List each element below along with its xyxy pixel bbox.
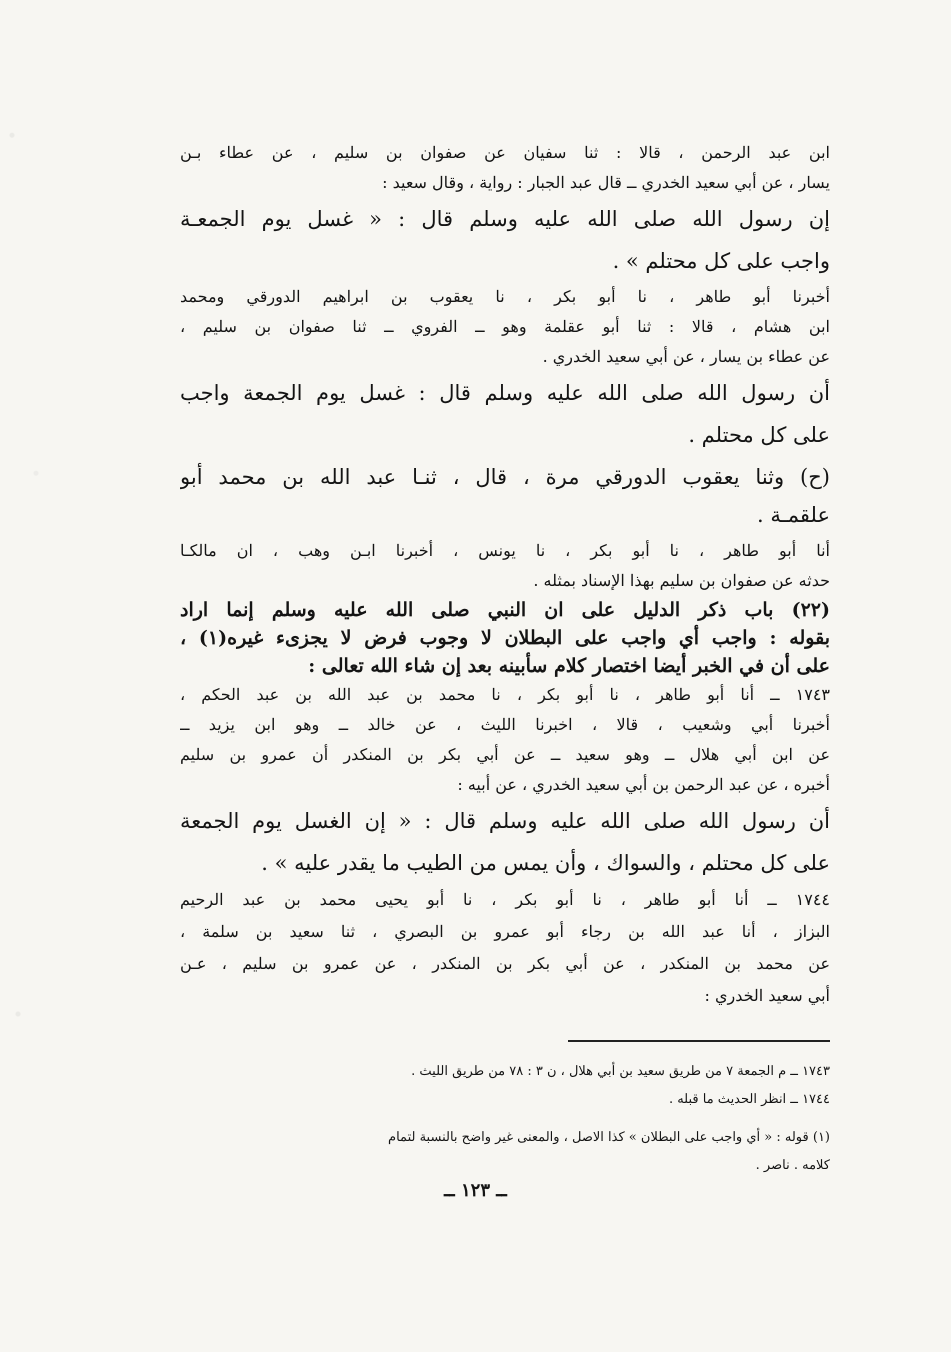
footnotes <box>200 1058 830 1180</box>
text-line: (٢٢) باب ذكر الدليل على ان النبي صلى الله عليه وسلم إنما اراد <box>180 599 830 621</box>
text-line: على كل محتلم ، والسواك ، وأن يمس من الطيب ما يقدر عليه » . <box>261 851 830 875</box>
hadith-1744-isnad <box>180 884 830 1012</box>
text-line: أنا أبو طاهر ، نا أبو بكر ، نا يونس ، أخبرنا ابـن وهب ، ان مالكـا <box>180 541 830 560</box>
text-line: أن رسول الله صلى الله عليه وسلم قال : « إن الغسل يوم الجمعة <box>180 809 830 833</box>
hadith-matn-1 <box>180 198 830 282</box>
text-line: حدثه عن صفوان بن سليم بهذا الإسناد بمثله . <box>533 571 830 590</box>
chapter-heading <box>180 596 830 680</box>
footnote-takhrij-1743: ١٧٤٣ ــ م الجمعة ٧ من طريق سعيد بن أبي هلال ، ن ٣ : ٧٨ من طريق الليث . <box>411 1064 830 1079</box>
isnad-paragraph-3 <box>180 536 830 596</box>
text-line: أن رسول الله صلى الله عليه وسلم قال : غسل يوم الجمعة واجب <box>180 381 830 405</box>
page-number: ــ ١٢٣ ــ <box>444 1180 507 1201</box>
text-line: أخبرنا أبي وشعيب ، قالا ، اخبرنا الليث ، عن خالد ــ وهو ابن يزيد ــ <box>180 715 830 734</box>
hadith-1743-matn <box>180 800 830 884</box>
isnad-paragraph-2 <box>180 282 830 372</box>
text-line: علقمـة . <box>756 503 830 527</box>
text-line: (ح) وثنا يعقوب الدورقي مرة ، قال ، ثنـا عبد الله بن محمد أبو <box>180 465 830 489</box>
footnote-note-1-cont: كلامه . ناصر . <box>755 1158 830 1173</box>
main-text <box>180 138 830 1012</box>
text-line: عن عطاء بن يسار ، عن أبي سعيد الخدري . <box>542 347 830 366</box>
text-line: إن رسول الله صلى الله عليه وسلم قال : « غسل يوم الجمعـة <box>180 207 830 231</box>
text-line: ابن عبد الرحمن ، قالا : ثنا سفيان عن صفوان بن سليم ، عن عطاء بـن <box>180 143 830 162</box>
hadith-matn-2 <box>180 372 830 456</box>
text-line: على أن في الخبر أيضا اختصار كلام سأبينه بعد إن شاء الله تعالى : <box>308 655 830 677</box>
scan-speckle-margin <box>0 0 60 1352</box>
hadith-chain-ha <box>180 456 830 532</box>
text-line: عن محمد بن المنكدر ، عن أبي بكر بن المنكدر ، عن عمرو بن سليم ، عـن <box>180 954 830 973</box>
footnote-divider <box>568 1040 830 1042</box>
text-line: بقوله : واجب أي واجب على البطلان لا وجوب فرض لا يجزىء غيره(١) ، <box>180 627 830 649</box>
footnote-takhrij-1744: ١٧٤٤ ــ انظر الحديث ما قبله . <box>668 1092 830 1107</box>
text-line: يسار ، عن أبي سعيد الخدري ــ قال عبد الجبار : رواية ، وقال سعيد : <box>382 173 830 192</box>
hadith-1743-isnad <box>180 680 830 800</box>
text-line: ابن هشام ، قالا : ثنا أبو عقلمة وهو ــ الفروي ــ ثنا صفوان بن سليم ، <box>180 317 830 336</box>
text-line: عن ابن أبي هلال ــ وهو سعيد ــ عن أبي بكر بن المنكدر أن عمرو بن سليم <box>180 745 830 764</box>
text-line: البزاز ، أنا عبد الله بن رجاء أبو عمرو بن البصري ، ثنا سعيد بن سلمة ، <box>180 922 830 941</box>
text-line: على كل محتلم . <box>688 423 830 447</box>
footnote-note-1: (١) قوله : « أي واجب على البطلان » كذا الاصل ، والمعنى غير واضح بالنسبة لتمام <box>388 1130 830 1145</box>
text-line: أخبرنا أبو طاهر ، نا أبو بكر ، نا يعقوب بن ابراهيم الدورقي ومحمد <box>180 287 830 306</box>
footnote-gap <box>200 1114 830 1124</box>
text-line: ١٧٤٤ ــ أنا أبو طاهر ، نا أبو بكر ، نا أبو يحيى محمد بن عبد الرحيم <box>180 890 830 909</box>
text-line: ١٧٤٣ ــ أنا أبو طاهر ، نا أبو بكر ، نا محمد بن عبد الله بن عبد الحكم ، <box>180 685 830 704</box>
text-line: أبي سعيد الخدري : <box>704 986 830 1005</box>
text-line: واجب على كل محتلم » . <box>612 249 830 273</box>
text-line: أخبره ، عن عبد الرحمن بن أبي سعيد الخدري ، عن أبيه : <box>457 775 830 794</box>
isnad-paragraph-1 <box>180 138 830 198</box>
